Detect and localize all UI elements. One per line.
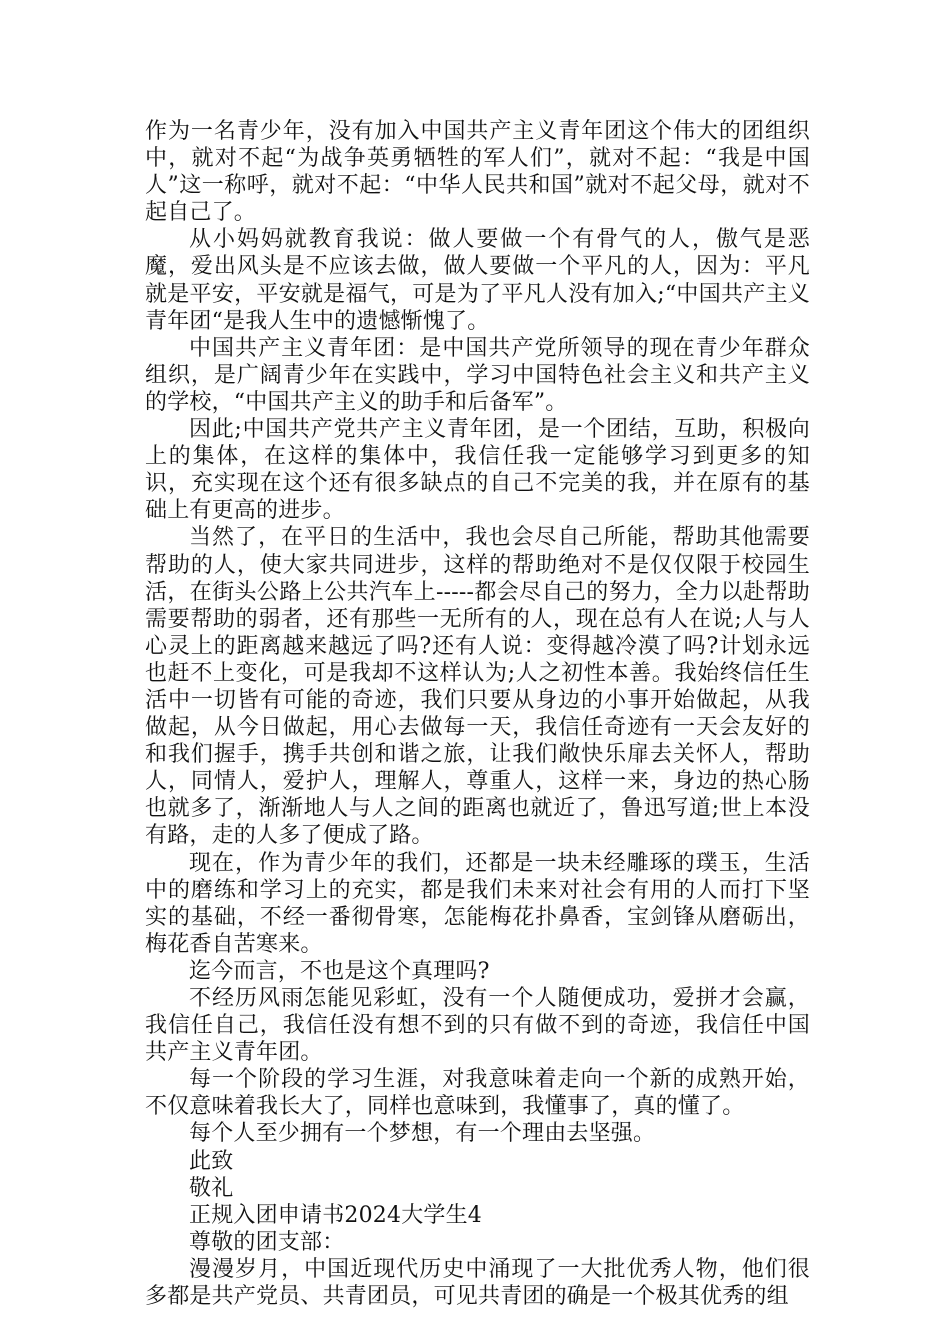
- paragraph-2: 从小妈妈就教育我说：做人要做一个有骨气的人，傲气是恶魔，爱出风头是不应该去做，做人要做一个平凡的人，因为：平凡就是平安，平安就是福气，可是为了平凡人没有加入;“中国共产主义青年团“是我人生中的遗憾惭愧了。: [145, 227, 810, 334]
- paragraph-9: 每一个阶段的学习生涯，对我意味着走向一个新的成熟开始，不仅意味着我长大了，同样也意味到，我懂事了，真的懂了。: [145, 1067, 810, 1120]
- paragraph-6: 现在，作为青少年的我们，还都是一块未经雕琢的璞玉，生活中的磨练和学习上的充实，都是我们未来对社会有用的人而打下坚实的基础，不经一番彻骨寒，怎能梅花扑鼻香，宝剑锋从磨砺出，梅花香自苦寒来。: [145, 850, 810, 957]
- closing-regards: 敬礼: [189, 1175, 234, 1201]
- document-body: [145, 118, 810, 1310]
- section-title: 正规入团申请书2024大学生4: [189, 1202, 482, 1228]
- paragraph-7: 迄今而言，不也是这个真理吗?: [189, 958, 490, 984]
- paragraph-1: 作为一名青少年，没有加入中国共产主义青年团这个伟大的团组织中，就对不起“为战争英勇牺牲的军人们”，就对不起：“我是中国人”这一称呼，就对不起：“中华人民共和国”就对不起父母，就对不起自己了。: [145, 119, 810, 226]
- paragraph-10: 每个人至少拥有一个梦想，有一个理由去坚强。: [189, 1121, 656, 1147]
- paragraph-4: 因此;中国共产党共产主义青年团，是一个团结，互助，积极向上的集体，在这样的集体中，我信任我一定能够学习到更多的知识，充实现在这个还有很多缺点的自己不完美的我，并在原有的基础上有更高的进步。: [145, 417, 810, 524]
- paragraph-11: 漫漫岁月，中国近现代历史中涌现了一大批优秀人物，他们很多都是共产党员、共青团员，可见共青团的确是一个极其优秀的组: [145, 1256, 810, 1310]
- paragraph-5: 当然了，在平日的生活中，我也会尽自己所能，帮助其他需要帮助的人，使大家共同进步，这样的帮助绝对不是仅仅限于校园生活，在街头公路上公共汽车上-----都会尽自己的努力，全力以赴帮助需要帮助的弱者，还有那些一无所有的人，现在总有人在说;人与人心灵上的距离越来越远了吗?还有人说：变得越冷漠了吗?计划永远也赶不上变化，可是我却不这样认为;人之初性本善。我始终信任生活中一切皆有可能的奇迹，我们只要从身边的小事开始做起，从我做起，从今日做起，用心去做每一天，我信任奇迹有一天会友好的和我们握手，携手共创和谐之旅，让我们敞快乐扉去关怀人，帮助人，同情人，爱护人，理解人，尊重人，这样一来，身边的热心肠也就多了，渐渐地人与人之间的距离也就近了，鲁迅写道;世上本没有路，走的人多了便成了路。: [145, 525, 810, 849]
- paragraph-8: 不经历风雨怎能见彩虹，没有一个人随便成功，爱拼才会赢，我信任自己，我信任没有想不到的只有做不到的奇迹，我信任中国共产主义青年团。: [145, 986, 810, 1066]
- closing-salutation: 此致: [189, 1148, 234, 1174]
- paragraph-3: 中国共产主义青年团：是中国共产党所领导的现在青少年群众组织，是广阔青少年在实践中，学习中国特色社会主义和共产主义的学校，“中国共产主义的助手和后备军”。: [145, 335, 810, 415]
- greeting: 尊敬的团支部：: [189, 1229, 345, 1255]
